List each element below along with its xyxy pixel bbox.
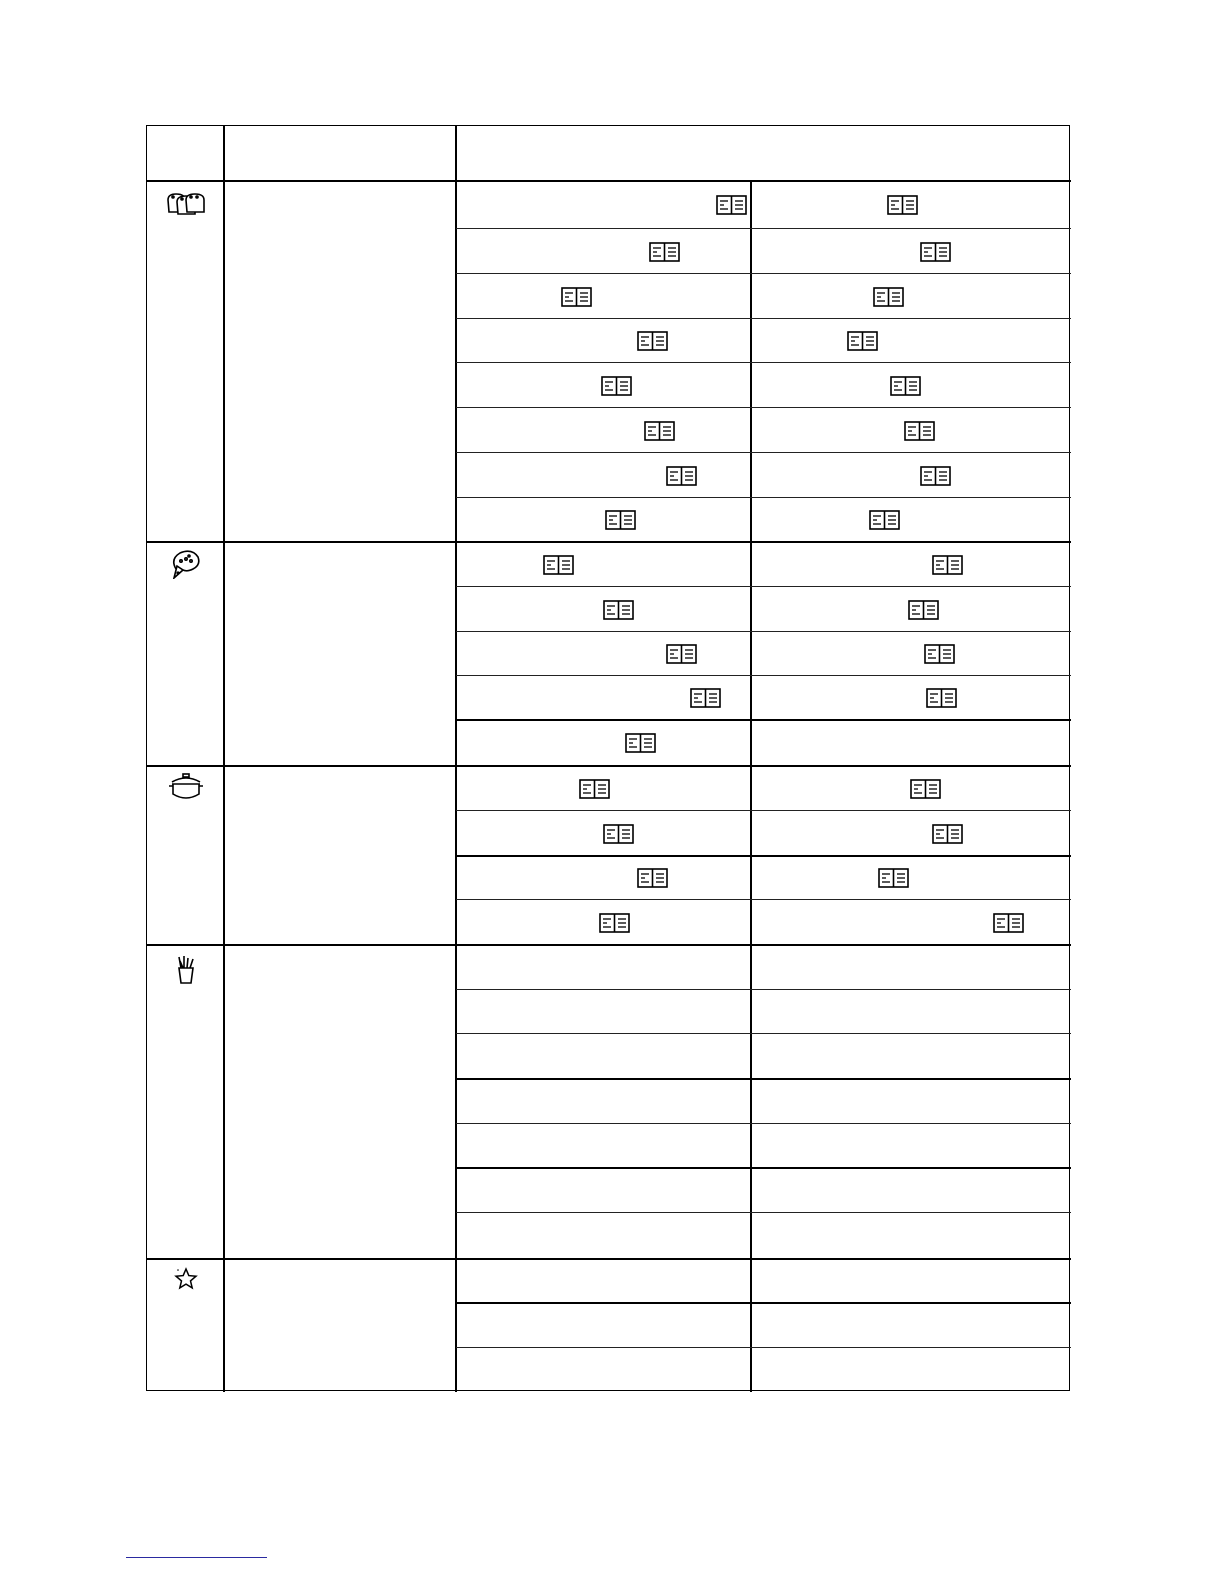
recipe-book-icon[interactable] xyxy=(887,195,918,215)
group-divider xyxy=(147,541,1071,543)
table-row-divider xyxy=(456,810,1071,811)
column-divider-2 xyxy=(455,126,457,1392)
table-row-divider xyxy=(456,1302,1071,1304)
table-row-divider xyxy=(456,407,1071,408)
group-divider xyxy=(147,765,1071,767)
table-row-divider xyxy=(456,1123,1071,1124)
recipe-book-icon[interactable] xyxy=(932,824,963,844)
table-row-divider xyxy=(456,497,1071,498)
recipe-book-icon[interactable] xyxy=(910,779,941,799)
table-row-divider xyxy=(456,989,1071,990)
column-divider-1 xyxy=(223,126,225,1392)
table-row-divider xyxy=(456,675,1071,676)
recipe-book-icon[interactable] xyxy=(890,376,921,396)
pizza-icon xyxy=(147,549,224,579)
table-row-divider xyxy=(456,228,1071,229)
star-icon xyxy=(147,1266,224,1292)
casserole-pot-icon xyxy=(147,773,224,801)
table-row-divider xyxy=(456,1167,1071,1169)
table-row-divider xyxy=(456,855,1071,857)
recipe-book-icon[interactable] xyxy=(637,331,668,351)
footer-link-underline[interactable] xyxy=(126,1557,267,1558)
recipe-book-icon[interactable] xyxy=(908,600,939,620)
table-row-divider xyxy=(456,631,1071,632)
table-row-divider xyxy=(456,1033,1071,1034)
recipe-book-icon[interactable] xyxy=(924,644,955,664)
recipe-book-icon[interactable] xyxy=(543,555,574,575)
recipe-book-icon[interactable] xyxy=(904,421,935,441)
recipe-book-icon[interactable] xyxy=(666,466,697,486)
fries-icon xyxy=(147,955,224,985)
table-row-divider xyxy=(456,273,1071,274)
table-row-divider xyxy=(456,452,1071,453)
recipe-book-icon[interactable] xyxy=(601,376,632,396)
recipe-book-icon[interactable] xyxy=(932,555,963,575)
recipe-book-icon[interactable] xyxy=(561,287,592,307)
recipe-book-icon[interactable] xyxy=(690,688,721,708)
recipe-book-icon[interactable] xyxy=(603,600,634,620)
recipe-book-icon[interactable] xyxy=(605,510,636,530)
group-divider xyxy=(147,944,1071,946)
table-row-divider xyxy=(456,362,1071,363)
group-divider xyxy=(147,1258,1071,1260)
table-row-divider xyxy=(456,318,1071,319)
recipe-book-icon[interactable] xyxy=(579,779,610,799)
recipe-book-icon[interactable] xyxy=(920,242,951,262)
recipe-book-icon[interactable] xyxy=(716,195,747,215)
recipe-book-icon[interactable] xyxy=(920,466,951,486)
recipe-book-icon[interactable] xyxy=(993,913,1024,933)
table-row-divider xyxy=(456,586,1071,587)
recipe-book-icon[interactable] xyxy=(649,242,680,262)
bread-loaves-icon xyxy=(147,191,224,217)
table-row-divider xyxy=(456,1347,1071,1348)
recipe-book-icon[interactable] xyxy=(878,868,909,888)
recipe-book-icon[interactable] xyxy=(847,331,878,351)
table-row-divider xyxy=(456,1078,1071,1080)
recipe-book-icon[interactable] xyxy=(644,421,675,441)
recipe-book-icon[interactable] xyxy=(869,510,900,530)
header-divider xyxy=(147,180,1071,182)
recipe-book-icon[interactable] xyxy=(666,644,697,664)
recipe-book-icon[interactable] xyxy=(873,287,904,307)
recipe-book-icon[interactable] xyxy=(926,688,957,708)
recipe-book-icon[interactable] xyxy=(603,824,634,844)
table-row-divider xyxy=(456,1212,1071,1213)
program-table xyxy=(146,125,1070,1391)
table-row-divider xyxy=(456,719,1071,721)
recipe-book-icon[interactable] xyxy=(625,733,656,753)
table-row-divider xyxy=(456,899,1071,900)
recipe-book-icon[interactable] xyxy=(599,913,630,933)
recipe-book-icon[interactable] xyxy=(637,868,668,888)
